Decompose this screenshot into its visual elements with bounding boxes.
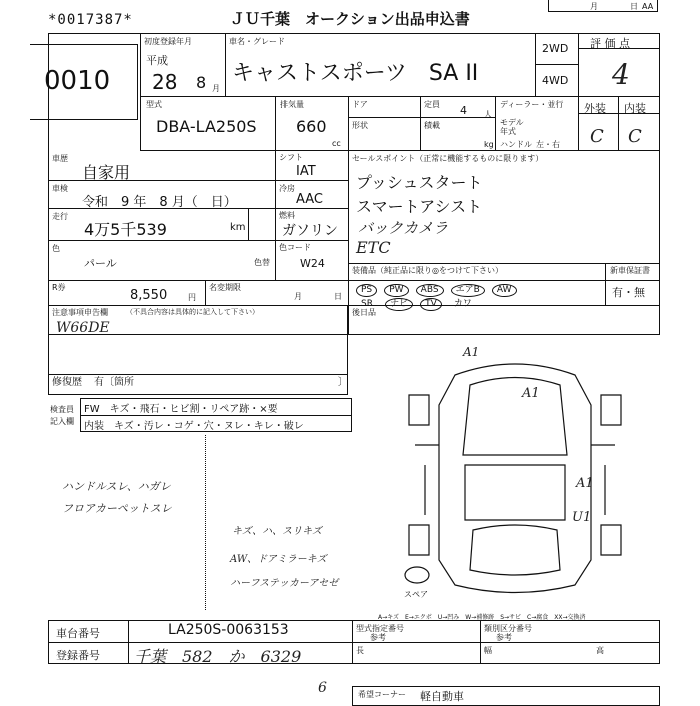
- selling-point-3: バックカメラ: [358, 219, 449, 237]
- type-designation-sub: 参考: [370, 633, 386, 642]
- shape-label: 形状: [352, 121, 368, 130]
- corner-value: 軽自動車: [420, 690, 464, 703]
- name-change-day: 日: [334, 292, 342, 301]
- notes-sublabel: （不具合内容は具体的に記入して下さい）: [126, 308, 259, 316]
- notes-box: [48, 305, 348, 395]
- recycle-unit: 円: [188, 293, 196, 302]
- notes-label: 注意事項申告欄: [52, 308, 108, 317]
- date-month: 月: [590, 2, 598, 11]
- mileage-label: 走行: [52, 212, 68, 221]
- selling-point-2: スマートアシスト: [356, 197, 483, 216]
- name-change-month: 月: [294, 292, 302, 301]
- registration-month-unit: 月: [212, 84, 220, 93]
- registration-year: 28: [152, 70, 178, 94]
- interior-value: C: [628, 126, 642, 147]
- grade-value: 4: [612, 58, 630, 91]
- warranty-label: 新車保証書: [610, 266, 650, 275]
- category-sub: 参考: [496, 633, 512, 642]
- equip-leather: カワ: [453, 299, 472, 309]
- spare-label: スペア: [404, 590, 428, 599]
- equip-sr: SR: [361, 299, 373, 309]
- car-damage-diagram: [395, 345, 635, 605]
- plate-label: 登録番号: [56, 649, 100, 662]
- mileage-value: 4万5千539: [84, 220, 167, 239]
- notes-value: W66DE: [56, 320, 110, 336]
- color-label: 色: [52, 244, 60, 253]
- capacity-value: 4: [460, 104, 467, 117]
- serial-number: *0017387*: [48, 12, 133, 28]
- chassis-value: LA250S-0063153: [168, 622, 289, 638]
- handwritten-note-4: AW、ドアミラーキズ: [230, 554, 327, 565]
- damage-mark-3: A1: [576, 476, 594, 491]
- model-label: 型式: [146, 100, 162, 109]
- displacement-value: 660: [296, 117, 327, 136]
- load-unit: kg: [484, 140, 494, 149]
- selling-points-label: セールスポイント（正常に機能するものに限ります）: [352, 154, 544, 163]
- drive-2wd: 2WD: [542, 42, 569, 55]
- recycle-value: 8,550: [130, 288, 168, 303]
- plate-value: 千葉 582 か 6329: [134, 647, 302, 666]
- damage-mark-1: A1: [463, 345, 480, 359]
- color-value: パール: [84, 257, 117, 270]
- inspector-label-1: 検査員: [50, 405, 74, 414]
- displacement-unit: cc: [332, 139, 341, 148]
- color-code-label: 色コード: [279, 243, 311, 252]
- capacity-label: 定員: [424, 100, 440, 109]
- inspector-label-2: 記入欄: [50, 417, 74, 426]
- ac-value: AAC: [296, 192, 323, 207]
- mileage-unit: km: [230, 222, 246, 233]
- fuel-label: 燃料: [279, 211, 295, 220]
- chassis-label: 車台番号: [56, 627, 100, 640]
- selling-point-1: プッシュスタート: [356, 173, 483, 192]
- date-day: 日: [630, 2, 638, 11]
- inspection-value: 令和 9 年 8 月（ 日）: [82, 195, 237, 210]
- dealer-label: ディーラー・並行: [500, 100, 564, 109]
- damage-legend: A→キズ E→エクボ U→凹み W→補修跡 S→サビ C→腐食 XX→交換済: [378, 614, 586, 621]
- corner-label: 希望コーナー: [358, 690, 406, 699]
- damage-mark-4: U1: [572, 510, 592, 525]
- handle-label: ハンドル: [500, 140, 532, 149]
- handwritten-note-1: ハンドルスレ、ハガレ: [62, 480, 171, 493]
- fuel-value: ガソリン: [282, 223, 338, 239]
- recycle-label: R券: [52, 283, 66, 292]
- handwritten-note-3: キズ、ハ、スリキズ: [232, 526, 322, 537]
- equip-tv: TV: [420, 298, 442, 311]
- date-suffix: AA: [642, 2, 654, 11]
- inspector-interior-row: 内装 キズ・汚レ・コゲ・穴・ヌレ・キレ・破レ: [84, 421, 304, 432]
- equip-pw: PW: [384, 284, 408, 297]
- registration-month: 8: [196, 73, 207, 92]
- model-value: DBA-LA250S: [156, 117, 257, 136]
- length-label: 長: [356, 646, 364, 655]
- type-designation-label: 型式指定番号: [356, 624, 404, 633]
- form-title: ＪＵ千葉 オークション出品申込書: [230, 10, 470, 28]
- damage-mark-2: A1: [522, 386, 540, 401]
- equip-airbag: エアB: [451, 284, 485, 297]
- handwritten-note-2: フロアカーペットスレ: [62, 502, 172, 515]
- equip-aw: AW: [492, 284, 517, 297]
- exterior-value: C: [590, 126, 604, 147]
- name-change-label: 名変期限: [209, 283, 241, 292]
- category-label: 類別区分番号: [484, 624, 532, 633]
- displacement-label: 排気量: [280, 100, 304, 109]
- repair-value: 有〔箇所: [94, 377, 134, 388]
- capacity-unit: 人: [484, 110, 492, 119]
- color-code-value: W24: [300, 257, 325, 270]
- ac-label: 冷房: [279, 184, 295, 193]
- usage-label: 車歴: [52, 154, 68, 163]
- registration-label: 初度登録年月: [144, 37, 192, 46]
- exterior-label: 外装: [584, 102, 606, 115]
- car-name-value: キャストスポーツ SA II: [232, 61, 479, 86]
- grade-label: 評 価 点: [590, 37, 630, 50]
- load-label: 積載: [424, 121, 440, 130]
- page-number: 6: [318, 680, 327, 696]
- color-change-label: 色替: [254, 258, 270, 267]
- inspection-label: 車検: [52, 184, 68, 193]
- shift-value: IAT: [296, 164, 316, 179]
- car-name-label: 車名・グレード: [229, 37, 285, 46]
- height-label: 高: [596, 646, 604, 655]
- registration-era: 平成: [146, 54, 168, 67]
- handwritten-note-5: ハーフステッカーアセゼ: [230, 578, 339, 589]
- repair-label: 修復歴: [52, 377, 82, 388]
- lot-number: 0010: [44, 66, 111, 96]
- rear-items-label: 後日品: [352, 308, 376, 317]
- interior-label: 内装: [624, 102, 646, 115]
- door-label: ドア: [352, 100, 368, 109]
- equip-ps: PS: [356, 284, 377, 297]
- width-label: 幅: [484, 646, 492, 655]
- warranty-value: 有・無: [612, 286, 645, 299]
- shift-label: シフト: [279, 153, 303, 162]
- usage-value: 自家用: [82, 163, 131, 182]
- drive-4wd: 4WD: [542, 74, 569, 87]
- equip-abs: ABS: [416, 284, 444, 297]
- handle-value: 左・右: [536, 140, 560, 149]
- repair-close: 〕: [338, 377, 348, 388]
- model-year-label: モデル年式: [500, 118, 524, 136]
- selling-point-4: ETC: [356, 238, 391, 257]
- inspector-fw-row: FW キズ・飛石・ヒビ割・リペア跡・×要: [84, 404, 278, 415]
- equipment-label: 装備品（純正品に限り◎をつけて下さい）: [352, 266, 503, 275]
- equip-navi: ナビ: [385, 298, 413, 311]
